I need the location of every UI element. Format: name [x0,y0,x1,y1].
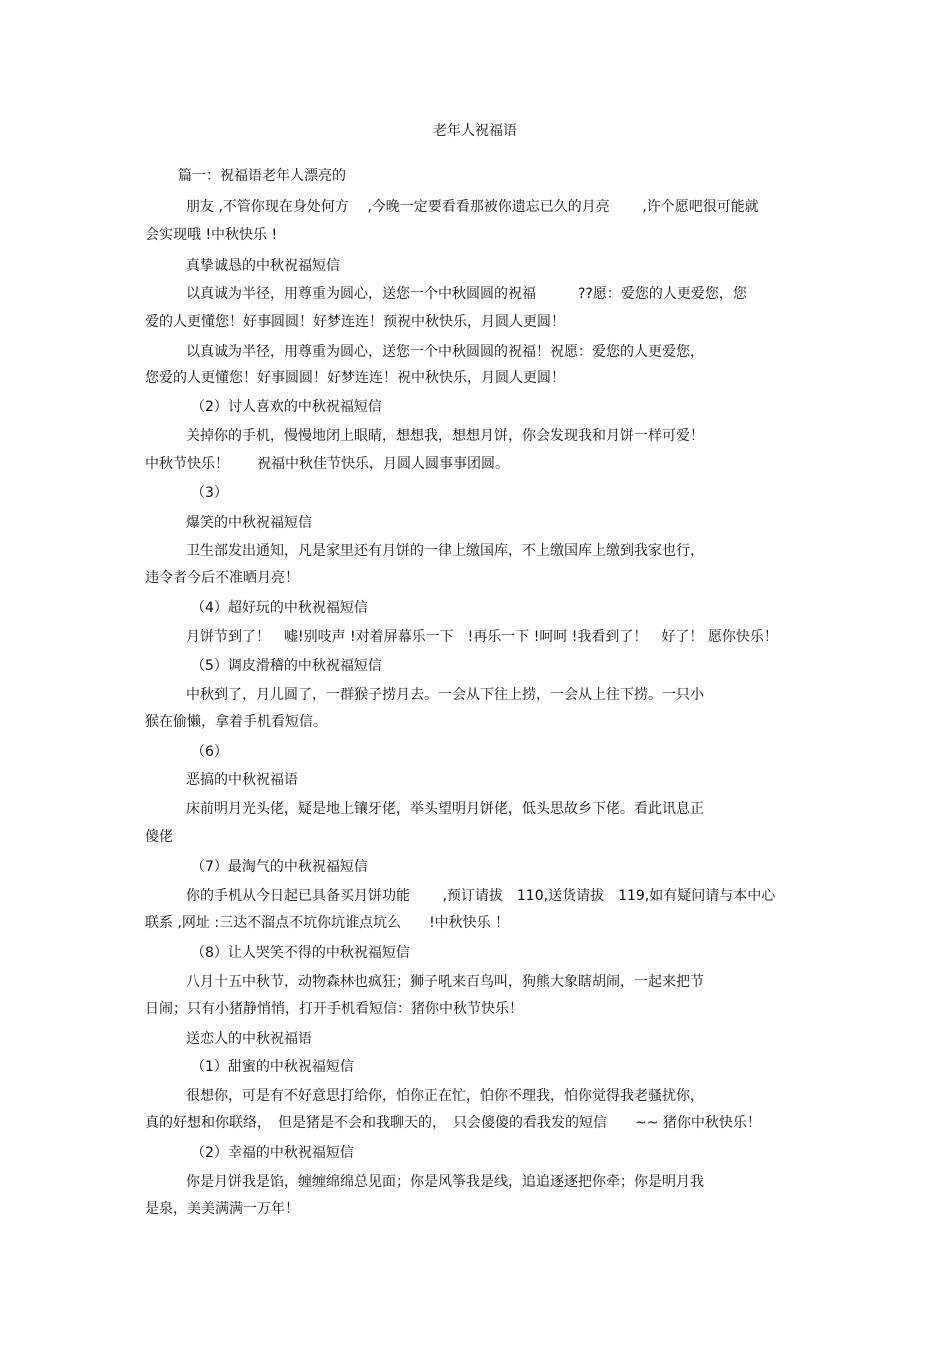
paragraph-line: 月饼节到了！ 嘘!别吱声 !对着屏幕乐一下 !再乐一下 !呵呵 !我看到了！ 好了！ 愿你快乐！ [186,629,778,645]
paragraph-line: 联系 ,网址 :三达不溜点不坑你坑谁点坑么 !中秋快乐 ！ [145,915,510,931]
paragraph-line: 日闹；只有小猪静悄悄，打开手机看短信：猪你中秋节快乐！ [145,1001,523,1017]
paragraph-line: 是泉，美美满满一万年！ [145,1201,299,1217]
paragraph-line: 关掉你的手机，慢慢地闭上眼睛，想想我，想想月饼，你会发现我和月饼一样可爱！ [186,428,704,444]
paragraph-line: 中秋节快乐！ 祝福中秋佳节快乐，月圆人圆事事团圆。 [145,456,509,472]
subheading: 真挚诚恳的中秋祝福短信 [186,258,340,274]
paragraph-line: 以真诚为半径，用尊重为圆心，送您一个中秋圆圆的祝福 ??愿：爱您的人更爱您，您 [186,286,747,302]
subheading: （3） [191,485,228,501]
paragraph-line: 卫生部发出通知，凡是家里还有月饼的一律上缴国库，不上缴国库上缴到我家也行， [186,543,704,559]
paragraph-line: 违令者今后不准晒月亮！ [145,570,299,586]
paragraph-line: 爱的人更懂您！好事圆圆！好梦连连！预祝中秋快乐，月圆人更圆！ [145,314,565,330]
subheading: （7）最淘气的中秋祝福短信 [191,859,368,875]
paragraph-line: 朋友 ,不管你现在身处何方 ,今晚一定要看看那被你遗忘已久的月亮 ,许个愿吧很可能就 [186,199,759,215]
paragraph-line: 很想你，可是有不好意思打给你，怕你正在忙，怕你不理我，怕你觉得我老骚扰你， [186,1088,704,1104]
subheading: （4）超好玩的中秋祝福短信 [191,600,368,616]
subheading: 送恋人的中秋祝福语 [186,1031,312,1047]
subheading: 恶搞的中秋祝福语 [186,772,298,788]
subheading: （2）讨人喜欢的中秋祝福短信 [191,399,382,415]
paragraph-line: 你是月饼我是馅，缠缠绵绵总见面；你是风筝我是线，追追逐逐把你牵；你是明月我 [186,1174,704,1190]
paragraph-line: 会实现哦 !中秋快乐 ! [145,227,278,243]
paragraph-line: 傻佬 [145,829,173,845]
document-title: 老年人祝福语 [433,123,517,139]
paragraph-line: 真的好想和你联络， 但是猪是不会和我聊天的， 只会傻傻的看我发的短信 ~~ 猪你中秋快乐！ [145,1115,761,1131]
paragraph-line: 中秋到了，月儿圆了，一群猴子捞月去。一会从下往上捞，一会从上往下捞。一只小 [186,687,704,703]
paragraph-line: 猴在偷懒，拿着手机看短信。 [145,714,327,730]
section-heading: 篇一：祝福语老年人漂亮的 [178,168,346,184]
paragraph-line: 床前明月光头佬，疑是地上镶牙佬，举头望明月饼佬，低头思故乡下佬。看此讯息正 [186,801,704,817]
subheading: （6） [191,744,228,760]
subheading: （2）幸福的中秋祝福短信 [191,1145,354,1161]
subheading: （1）甜蜜的中秋祝福短信 [191,1059,354,1075]
subheading: （5）调皮滑稽的中秋祝福短信 [191,658,382,674]
subheading: （8）让人哭笑不得的中秋祝福短信 [191,945,410,961]
paragraph-line: 您爱的人更懂您！好事圆圆！好梦连连！祝中秋快乐，月圆人更圆！ [145,370,565,386]
subheading: 爆笑的中秋祝福短信 [186,515,312,531]
paragraph-line: 以真诚为半径，用尊重为圆心，送您一个中秋圆圆的祝福！祝愿：爱您的人更爱您， [186,344,704,360]
paragraph-line: 你的手机从今日起已具备买月饼功能 ,预订请拔 110,送货请拔 119,如有疑问请与本中心 [186,888,776,904]
paragraph-line: 八月十五中秋节，动物森林也疯狂；狮子吼来百鸟叫，狗熊大象瞎胡闹，一起来把节 [186,974,704,990]
